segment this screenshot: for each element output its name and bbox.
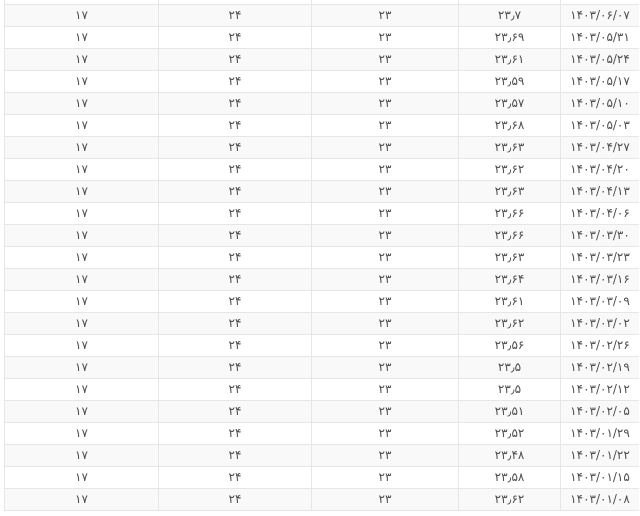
table-cell: ۱۴۰۳/۰۱/۲۲ bbox=[561, 445, 640, 467]
table-cell: ۲۳ bbox=[312, 401, 459, 423]
table-cell: ۲۴ bbox=[159, 357, 312, 379]
table-cell: ۲۳٫۶۲ bbox=[459, 489, 561, 511]
table-row bbox=[5, 291, 640, 313]
table-row bbox=[5, 335, 640, 357]
table-cell: ۲۳٫۷ bbox=[459, 5, 561, 27]
table-row bbox=[5, 313, 640, 335]
table-cell: ۲۴ bbox=[159, 115, 312, 137]
table-cell: ۲۳ bbox=[312, 489, 459, 511]
table-row bbox=[5, 489, 640, 511]
table-cell: ۱۷ bbox=[5, 5, 159, 27]
table-cell: ۱۴۰۳/۰۴/۲۷ bbox=[561, 137, 640, 159]
table-cell: ۱۷ bbox=[5, 269, 159, 291]
table-cell: ۱۷ bbox=[5, 357, 159, 379]
table-cell: ۲۳٫۶۳ bbox=[459, 247, 561, 269]
table-row bbox=[5, 27, 640, 49]
table-row bbox=[5, 247, 640, 269]
table-cell: ۲۳٫۵۷ bbox=[459, 93, 561, 115]
table-cell: ۱۷ bbox=[5, 379, 159, 401]
table-cell: ۲۳٫۵۸ bbox=[459, 467, 561, 489]
table-cell: ۱۴۰۳/۰۳/۲۳ bbox=[561, 247, 640, 269]
table-cell: ۱۴۰۳/۰۳/۱۶ bbox=[561, 269, 640, 291]
table-cell: ۲۳ bbox=[312, 93, 459, 115]
table-cell: ۲۴ bbox=[159, 5, 312, 27]
table-row bbox=[5, 5, 640, 27]
table-cell: ۲۳ bbox=[312, 313, 459, 335]
table-cell: ۲۳ bbox=[312, 379, 459, 401]
table-row bbox=[5, 203, 640, 225]
table-cell: ۲۳ bbox=[312, 269, 459, 291]
table-cell: ۱۴۰۳/۰۵/۰۳ bbox=[561, 115, 640, 137]
table-cell: ۲۴ bbox=[159, 379, 312, 401]
table-cell: ۲۳ bbox=[312, 203, 459, 225]
table-cell: ۱۴۰۳/۰۳/۳۰ bbox=[561, 225, 640, 247]
table-cell: ۱۷ bbox=[5, 115, 159, 137]
table-cell: ۲۳٫۵۹ bbox=[459, 71, 561, 93]
table-cell: ۱۴۰۳/۰۴/۰۶ bbox=[561, 203, 640, 225]
table-cell: ۲۳ bbox=[312, 445, 459, 467]
table-cell: ۱۷ bbox=[5, 445, 159, 467]
table-cell: ۱۴۰۳/۰۲/۰۵ bbox=[561, 401, 640, 423]
table-cell: ۲۴ bbox=[159, 269, 312, 291]
table-cell: ۲۴ bbox=[159, 159, 312, 181]
table-cell: ۱۷ bbox=[5, 181, 159, 203]
table-cell: ۱۷ bbox=[5, 291, 159, 313]
table-cell: ۱۷ bbox=[5, 137, 159, 159]
table-cell: ۱۴۰۳/۰۱/۱۵ bbox=[561, 467, 640, 489]
table-row bbox=[5, 71, 640, 93]
table-cell: ۲۳ bbox=[312, 71, 459, 93]
table-cell: ۲۳٫۶۱ bbox=[459, 49, 561, 71]
table-viewport bbox=[4, 0, 639, 516]
table-cell: ۱۴۰۳/۰۴/۲۰ bbox=[561, 159, 640, 181]
table-cell: ۲۴ bbox=[159, 423, 312, 445]
table-cell: ۱۴۰۳/۰۶/۰۷ bbox=[561, 5, 640, 27]
table-cell: ۱۴۰۳/۰۴/۱۳ bbox=[561, 181, 640, 203]
table-cell: ۱۴۰۳/۰۳/۰۹ bbox=[561, 291, 640, 313]
table-row bbox=[5, 401, 640, 423]
table-cell: ۲۴ bbox=[159, 203, 312, 225]
table-cell: ۲۴ bbox=[159, 445, 312, 467]
table-row bbox=[5, 49, 640, 71]
table-cell: ۱۷ bbox=[5, 489, 159, 511]
table-cell: ۱۴۰۳/۰۵/۱۷ bbox=[561, 71, 640, 93]
table-cell: ۲۳٫۵۶ bbox=[459, 335, 561, 357]
table-cell: ۲۴ bbox=[159, 49, 312, 71]
table-cell: ۲۳٫۴۸ bbox=[459, 445, 561, 467]
table-cell: ۲۳٫۶۶ bbox=[459, 203, 561, 225]
table-row bbox=[5, 181, 640, 203]
table-cell: ۱۴۰۳/۰۲/۱۹ bbox=[561, 357, 640, 379]
table-cell: ۱۷ bbox=[5, 247, 159, 269]
table-cell: ۲۳ bbox=[312, 291, 459, 313]
table-cell: ۲۴ bbox=[159, 335, 312, 357]
table-row bbox=[5, 357, 640, 379]
table-cell: ۲۳ bbox=[312, 27, 459, 49]
table-cell: ۱۷ bbox=[5, 401, 159, 423]
table-cell: ۱۴۰۳/۰۵/۱۰ bbox=[561, 93, 640, 115]
table-cell: ۲۳٫۵۲ bbox=[459, 423, 561, 445]
table-cell: ۲۴ bbox=[159, 489, 312, 511]
table-cell: ۱۷ bbox=[5, 313, 159, 335]
table-cell: ۲۳٫۶۸ bbox=[459, 115, 561, 137]
table-cell: ۲۳٫۶۶ bbox=[459, 225, 561, 247]
table-cell: ۲۳٫۵ bbox=[459, 379, 561, 401]
table-cell: ۱۴۰۳/۰۳/۰۲ bbox=[561, 313, 640, 335]
table-cell: ۱۷ bbox=[5, 225, 159, 247]
table-cell: ۲۳ bbox=[312, 49, 459, 71]
table-cell: ۲۳٫۶۱ bbox=[459, 291, 561, 313]
table-row bbox=[5, 379, 640, 401]
table-row bbox=[5, 137, 640, 159]
table-row bbox=[5, 423, 640, 445]
table-cell: ۲۳ bbox=[312, 335, 459, 357]
table-cell: ۲۳٫۶۲ bbox=[459, 159, 561, 181]
table-cell: ۲۳٫۶۴ bbox=[459, 269, 561, 291]
table-cell: ۲۳ bbox=[312, 423, 459, 445]
table-cell: ۲۴ bbox=[159, 247, 312, 269]
table-cell: ۲۴ bbox=[159, 71, 312, 93]
table-body bbox=[5, 0, 640, 511]
table-cell: ۱۴۰۳/۰۱/۲۹ bbox=[561, 423, 640, 445]
data-table bbox=[4, 0, 639, 511]
table-cell: ۲۴ bbox=[159, 467, 312, 489]
table-cell: ۱۷ bbox=[5, 335, 159, 357]
table-cell: ۲۳ bbox=[312, 467, 459, 489]
table-cell: ۲۴ bbox=[159, 93, 312, 115]
table-cell: ۱۴۰۳/۰۵/۳۱ bbox=[561, 27, 640, 49]
table-cell: ۱۴۰۳/۰۲/۲۶ bbox=[561, 335, 640, 357]
table-cell: ۲۳٫۶۳ bbox=[459, 181, 561, 203]
table-cell: ۱۷ bbox=[5, 203, 159, 225]
table-cell: ۲۳٫۶۳ bbox=[459, 137, 561, 159]
table-cell: ۲۳٫۶۲ bbox=[459, 313, 561, 335]
table-cell: ۲۳ bbox=[312, 5, 459, 27]
table-cell: ۱۴۰۳/۰۲/۱۲ bbox=[561, 379, 640, 401]
table-row bbox=[5, 159, 640, 181]
table-cell: ۱۷ bbox=[5, 49, 159, 71]
table-cell: ۲۳ bbox=[312, 115, 459, 137]
table-cell: ۲۳٫۵ bbox=[459, 357, 561, 379]
table-cell: ۲۴ bbox=[159, 401, 312, 423]
table-cell: ۱۷ bbox=[5, 93, 159, 115]
table-row bbox=[5, 93, 640, 115]
table-cell: ۲۴ bbox=[159, 27, 312, 49]
table-row bbox=[5, 225, 640, 247]
table-cell: ۲۳٫۵۱ bbox=[459, 401, 561, 423]
table-cell: ۲۳ bbox=[312, 225, 459, 247]
table-cell: ۱۷ bbox=[5, 27, 159, 49]
table-cell: ۱۴۰۳/۰۱/۰۸ bbox=[561, 489, 640, 511]
table-cell: ۱۷ bbox=[5, 159, 159, 181]
table-cell: ۲۴ bbox=[159, 137, 312, 159]
table-cell: ۲۴ bbox=[159, 291, 312, 313]
table-row bbox=[5, 467, 640, 489]
table-row bbox=[5, 269, 640, 291]
table-cell: ۲۳٫۶۹ bbox=[459, 27, 561, 49]
table-cell: ۲۳ bbox=[312, 181, 459, 203]
table-row bbox=[5, 445, 640, 467]
table-cell: ۱۷ bbox=[5, 71, 159, 93]
table-cell: ۲۳ bbox=[312, 159, 459, 181]
table-cell: ۲۳ bbox=[312, 357, 459, 379]
table-cell: ۱۴۰۳/۰۵/۲۴ bbox=[561, 49, 640, 71]
table-cell: ۲۴ bbox=[159, 181, 312, 203]
table-cell: ۲۳ bbox=[312, 137, 459, 159]
table-cell: ۲۴ bbox=[159, 225, 312, 247]
table-cell: ۱۷ bbox=[5, 423, 159, 445]
table-cell: ۲۴ bbox=[159, 313, 312, 335]
table-cell: ۱۷ bbox=[5, 467, 159, 489]
table-row bbox=[5, 115, 640, 137]
table-cell: ۲۳ bbox=[312, 247, 459, 269]
